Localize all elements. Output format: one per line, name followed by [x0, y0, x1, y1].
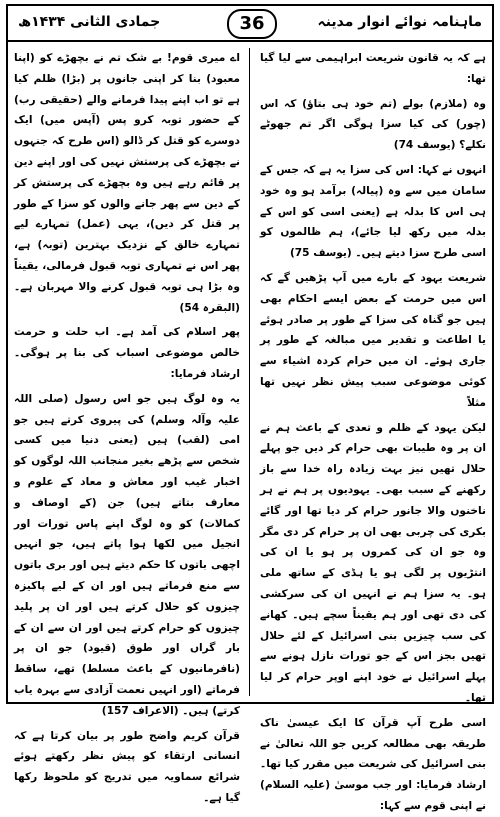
quote-baqarah-54: اے میری قوم! بے شک تم نے بچھڑے کو (اپنا معبود) بنا کر اپنی جانوں پر (بڑا) ظلم کیا ہے تو اب اپنے پیدا فرمانے والے (حقیقی رب) کے حضور توبہ کرو پس (آپس میں) ایک دوسرے کو قتل کر ڈالو (اس طرح کہ جنہوں نے بچھڑے کی پرستش نہیں کی اور اپنے دین پر قائم رہے ہیں وہ بچھڑے کی پرستش کر کے دین سے پھر جانے والوں کو سزا کے طور پر قتل کر دیں)، یہی (عمل) تمہارے لیے تمہارے خالق کے نزدیک بہترین (توبہ) ہے، پھر اس نے تمہاری توبہ قبول فرمالی، یقیناً وہ بڑا ہی توبہ قبول کرنے والا مہربان ہے۔ (البقرہ 54): [14, 52, 240, 314]
quote-anam: لیکن یہود کے ظلم و تعدی کے باعث ہم نے ان پر وہ طیبات بھی حرام کر دیں جو پہلے حلال تھیں نیز بہت زیادہ راہ خدا سے باز رکھنے کے سبب بھی۔ یہودیوں پر ہم نے ہر ناخنوں والا جانور حرام کر دیا تھا اور گائے بکری کی چربی بھی ان پر حرام کر دی مگر وہ جو ان کی کمروں پر ہو یا ان کی انتڑیوں پر لگی ہو یا ہڈی کے ساتھ ملی ہو۔ یہ سزا ہم نے انہیں ان کی سرکشی کی دی تھی اور ہم یقیناً سچے ہیں۔ کھانے کی سب چیزیں بنی اسرائیل کے لئے حلال تھیں بجز اس کے جو تورات نازل ہونے سے پہلے اسرائیل نے خود اپنے اوپر حرام کر لیا تھا۔: [260, 421, 486, 704]
magazine-title: ماہنامہ نوائے انوار مدینہ: [317, 14, 482, 30]
right-column: [260, 48, 486, 812]
page-header: [8, 6, 492, 40]
paragraph: اسی طرح آپ قرآن کا ایک عیسیٰ ناک طریقہ بھی مطالعہ کریں جو اللہ تعالیٰ نے بنی اسرائیل کی شریعت میں مقرر کیا تھا۔ ارشاد فرمایا: اور جب موسیٰ (علیہ السلام) نے اپنی قوم سے کہا:: [260, 716, 486, 812]
paragraph: شریعت یہود کے بارے میں آپ پڑھیں گے کہ اس میں حرمت کے بعض ایسے احکام بھی ہیں جو گناہ کی سزا کے طور پر صادر ہوئے یا اطاعت و تقدیر میں مبالغہ کے طور پر جاری ہوئے۔ ان میں حرام کردہ اشیاء سے کوئی موضوعی سبب پیش نظر نہیں تھا مثلاً: [260, 271, 486, 409]
quote-yusuf-74: وہ (ملازم) بولے (تم خود ہی بتاؤ) کہ اس (چور) کی کیا سزا ہوگی اگر تم جھوٹے نکلے؟ (یوسف 74): [260, 97, 486, 152]
header-rule: [8, 40, 492, 42]
magazine-page: [6, 4, 494, 812]
left-column: [14, 48, 240, 804]
paragraph: پھر اسلام کی آمد ہے۔ اب حلت و حرمت خالص موضوعی اسباب کی بنا پر ہوگی۔ ارشاد فرمایا:: [14, 326, 240, 380]
issue-date: جمادی الثانی ۱۴۳۴ھ: [18, 14, 161, 30]
paragraph: ہے کہ یہ قانون شریعت ابراہیمی سے لیا گیا تھا:: [260, 52, 486, 85]
page-number-badge: 36: [227, 9, 277, 39]
quote-araf-157: یہ وہ لوگ ہیں جو اس رسول (صلی اللہ علیہ وآلہ وسلم) کی پیروی کرتے ہیں جو امی (لقب) ہیں (یعنی دنیا میں کسی شخص سے پڑھے بغیر منجانب اللہ لوگوں کو اخبار غیب اور معاش و معاد کے علوم و معارف بتاتے ہیں) جن (کے اوصاف و کمالات) کو وہ لوگ اپنے پاس تورات اور انجیل میں لکھا ہوا پاتے ہیں، جو انہیں اچھی باتوں کا حکم دیتے ہیں اور بری باتوں سے منع فرماتے ہیں اور ان کے لیے پاکیزہ چیزوں کو حلال کرتے ہیں اور ان پر پلید چیزوں کو حرام کرتے ہیں اور ان سے ان کے بار گراں اور طوق (قیود) جو ان پر (نافرمانیوں کے باعث مسلط) تھے، ساقط فرماتے (اور انہیں نعمت آزادی سے بہرہ یاب کرتے) ہیں۔ (الاعراف 157): [14, 392, 240, 717]
column-divider: [249, 48, 250, 696]
paragraph: قرآن کریم واضح طور پر بیان کرتا ہے کہ انسانی ارتقاء کو پیش نظر رکھتے ہوئے شرائع سماویہ میں تدریج کو ملحوظ رکھا گیا ہے۔: [14, 729, 240, 804]
quote-yusuf-75: انہوں نے کہا: اس کی سزا یہ ہے کہ جس کے سامان میں سے وہ (پیالہ) برآمد ہو وہ خود ہی اس کا بدلہ ہے (یعنی اسی کو اس کے بدلہ میں رکھ لیا جائے)، ہم ظالموں کو اسی طرح سزا دیتے ہیں۔ (یوسف 75): [260, 163, 486, 260]
